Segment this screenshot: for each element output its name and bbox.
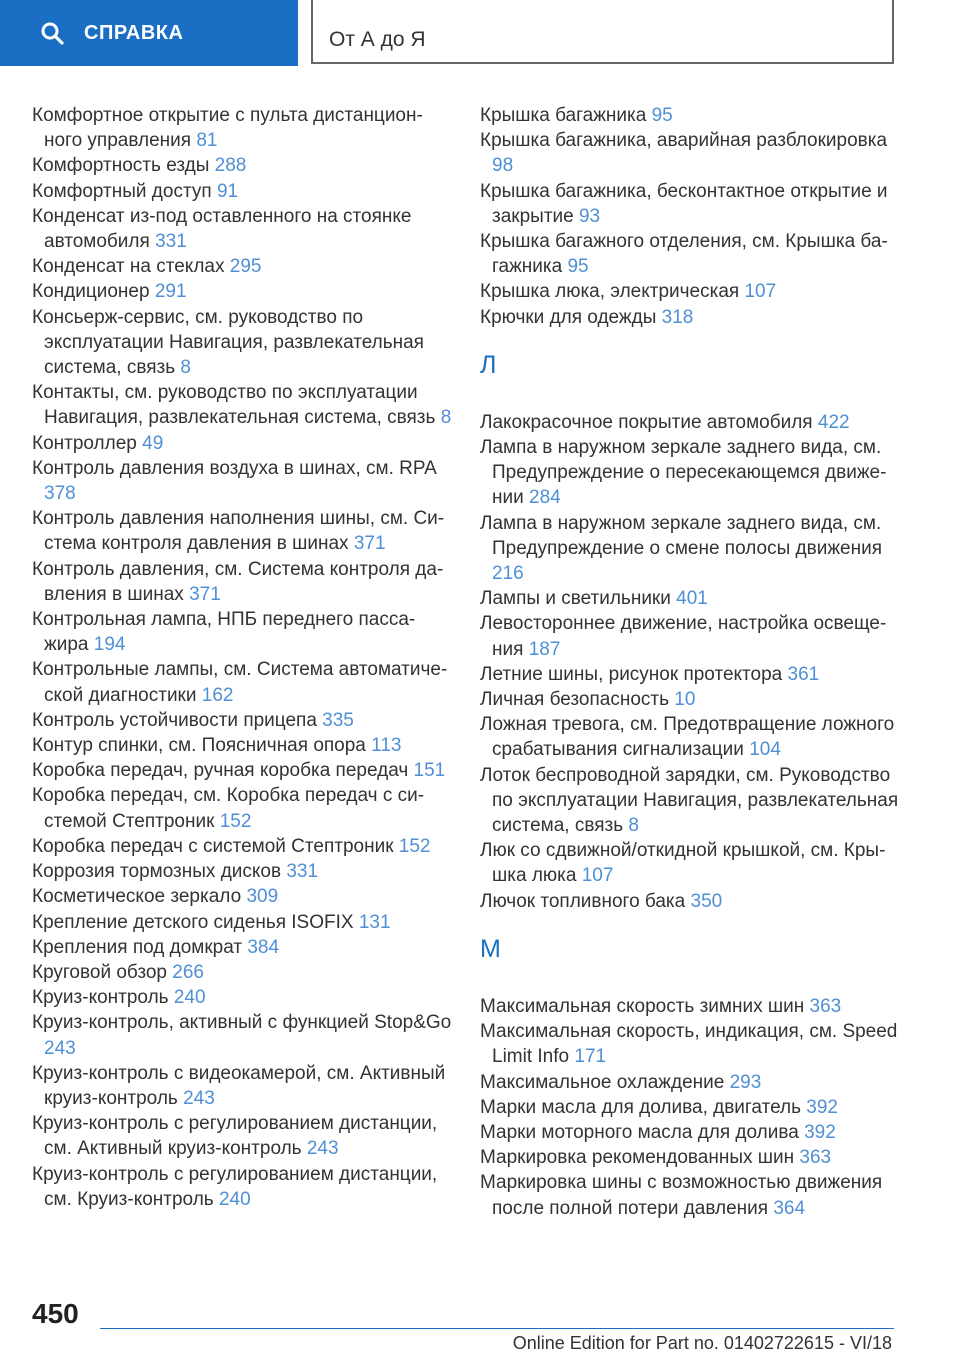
index-entry-text: Левостороннее движение, настройка освещения [480, 613, 887, 660]
index-entry-text: Коробка передач, ручная коробка передач [32, 760, 409, 782]
page-link[interactable]: 8 [180, 357, 191, 379]
page-link[interactable]: 309 [246, 886, 279, 908]
page-link[interactable]: 152 [219, 810, 252, 832]
page-link[interactable]: 363 [809, 995, 842, 1017]
index-entry [480, 305, 900, 330]
index-entry-text: Контроль давления, см. Система контроля давления в шинах [32, 558, 444, 605]
index-entry [480, 1070, 900, 1095]
tab-a-to-z-label: От А до Я [329, 28, 426, 51]
page-link[interactable]: 363 [799, 1147, 832, 1169]
tab-a-to-z[interactable] [311, 0, 894, 64]
page-link[interactable]: 240 [218, 1188, 251, 1210]
index-entry-text: Марки моторного масла для долива [480, 1121, 799, 1143]
index-entry [480, 763, 900, 839]
index-entry-text: Лампы и светильники [480, 588, 671, 610]
page-link[interactable]: 95 [651, 105, 673, 126]
index-entry [32, 733, 452, 758]
page-link[interactable]: 350 [690, 890, 723, 912]
index-entry-text: Крышка люка, электрическая [480, 281, 740, 303]
index-entry [480, 103, 900, 128]
page-link[interactable]: 331 [286, 861, 319, 883]
index-entry-text: Ложная тревога, см. Предотвращение ложного срабатывания сигнализации [480, 714, 895, 761]
index-entry [32, 935, 452, 960]
index-entry-text: Коробка передач с системой Стептроник [32, 835, 394, 857]
index-entry [480, 511, 900, 587]
index-entry [32, 1061, 452, 1111]
page-link[interactable]: 8 [628, 815, 639, 837]
page-link[interactable]: 291 [154, 281, 187, 303]
index-entry [480, 712, 900, 762]
index-entry [32, 1162, 452, 1212]
page-link[interactable]: 162 [201, 684, 234, 706]
page-link[interactable]: 113 [371, 735, 402, 757]
page-link[interactable]: 371 [353, 533, 386, 555]
index-entry [32, 254, 452, 279]
index-entry-text: Маркировка рекомендованных шин [480, 1147, 795, 1169]
index-entry-text: Крышка багажника, аварийная разблокировка [480, 130, 888, 152]
index-entry [32, 305, 452, 381]
index-entry [32, 884, 452, 909]
index-entry-text: Крышка багажника, бесконтактное открытие и закрытие [480, 180, 888, 227]
index-entry [480, 1145, 900, 1170]
index-entry [32, 179, 452, 204]
index-entry [32, 657, 452, 707]
index-entry-text: Контроллер [32, 432, 137, 454]
index-entry-text: Комфортность езды [32, 155, 210, 177]
index-entry [32, 103, 452, 153]
index-entry-text: Лакокрасочное покрытие автомобиля [480, 411, 813, 433]
index-entry [480, 1120, 900, 1145]
index-group-l [480, 410, 900, 914]
page-link[interactable]: 293 [729, 1071, 762, 1093]
page-link[interactable]: 81 [196, 130, 218, 152]
page-link[interactable]: 266 [172, 961, 204, 983]
index-entry [32, 380, 452, 430]
page-link[interactable]: 284 [529, 487, 561, 509]
index-entry-text: Контрольные лампы, см. Система автоматической диагностики [32, 659, 448, 706]
index-entry-text: Контроль устойчивости прицепа [32, 709, 317, 731]
index-entry [480, 662, 900, 687]
index-entry-text: Крепление детского сиденья ISOFIX [32, 911, 354, 933]
page-link[interactable]: 93 [578, 205, 601, 227]
page-link[interactable]: 384 [247, 936, 280, 958]
index-entry-text: Лоток беспроводной зарядки, см. Руководство по эксплуатации Навигация, развлекательная система, связь [480, 764, 899, 837]
page-link[interactable]: 98 [492, 155, 514, 177]
index-entry-text: Консьерж-сервис, см. руководство по эксплуатации Навигация, развлекательная система, связь [32, 306, 424, 379]
index-entry [32, 910, 452, 935]
page-link[interactable]: 243 [44, 1037, 76, 1059]
index-entry-text: Максимальная скорость зимних шин [480, 995, 805, 1017]
page-number: 450 [32, 1298, 79, 1329]
index-entry-text: Косметическое зеркало [32, 886, 242, 908]
page-link[interactable]: 107 [581, 865, 614, 887]
index-entry-text: Круговой обзор [32, 961, 168, 983]
index-entry [32, 153, 452, 178]
page-link[interactable]: 392 [804, 1121, 836, 1143]
index-entry-text: Комфортный доступ [32, 180, 212, 202]
index-entry [32, 985, 452, 1010]
index-entry-text: Круиз-контроль с регулированием дистанции, см. Круиз-контроль [32, 1163, 438, 1210]
index-entry-text: Конденсат из-под оставленного на стоянке автомобиля [32, 205, 412, 253]
index-group-k-continued [480, 103, 900, 330]
page-link[interactable]: 107 [744, 281, 777, 303]
index-entry [32, 834, 452, 859]
index-entry [480, 435, 900, 511]
index-entry [32, 960, 452, 985]
index-entry-text: Лампа в наружном зеркале заднего вида, см. Предупреждение о пересекающемся движении [480, 437, 887, 509]
index-entry [32, 783, 452, 833]
index-entry [32, 758, 452, 783]
index-entry [480, 838, 900, 888]
index-entry-text: Конденсат на стеклах [32, 256, 225, 278]
index-entry [480, 229, 900, 279]
index-entry-text: Лампа в наружном зеркале заднего вида, см. Предупреждение о смене полосы движения [480, 512, 883, 559]
page-link[interactable]: 295 [229, 256, 262, 278]
index-entry-text: Круиз-контроль с регулированием дистанции, см. Активный круиз-контроль [32, 1113, 438, 1160]
page-link[interactable]: 378 [44, 483, 76, 505]
footer-edition: Online Edition for Part no. 01402722615 - VI/18 [512, 1333, 892, 1353]
header [0, 0, 960, 66]
index-entry-text: Люк со сдвижной/откидной крышкой, см. Крышка люка [480, 840, 886, 887]
index-entry [32, 1111, 452, 1161]
index-entry [32, 859, 452, 884]
index-entry [32, 506, 452, 556]
page-link[interactable]: 104 [749, 739, 781, 761]
page-link[interactable]: 318 [661, 306, 694, 328]
page-link[interactable]: 95 [567, 256, 589, 278]
index-entry [480, 586, 900, 611]
page-link[interactable]: 422 [817, 411, 850, 433]
tab-help[interactable] [0, 0, 298, 66]
page-link[interactable]: 151 [413, 760, 446, 782]
index-column-left [32, 103, 452, 1212]
page-link[interactable]: 371 [189, 583, 221, 605]
index-entry-text: Круиз-контроль, активный с функцией Stop&Go [32, 1012, 452, 1034]
index-entry-text: Контрольная лампа, НПБ переднего пассажира [32, 609, 416, 656]
page-link[interactable]: 152 [398, 835, 431, 857]
section-letter-m: М [480, 934, 501, 963]
index-group-m [480, 994, 900, 1221]
index-entry-text: Круиз-контроль с видеокамерой, см. Активный круиз-контроль [32, 1062, 446, 1109]
index-entry-text: Контакты, см. руководство по эксплуатации Навигация, развлекательная система, связь [32, 382, 436, 429]
index-entry [480, 611, 900, 661]
index-entry-text: Крючки для одежды [480, 306, 657, 328]
page-link[interactable]: 335 [322, 709, 354, 731]
page-link[interactable]: 131 [358, 911, 391, 933]
section-letter-l: Л [480, 350, 497, 379]
index-entry-text: Крышка багажного отделения, см. Крышка багажника [480, 231, 888, 278]
index-entry [480, 1095, 900, 1120]
index-entry-text: Крепления под домкрат [32, 936, 243, 958]
index-entry-text: Круиз-контроль [32, 987, 169, 1009]
page-link[interactable]: 171 [574, 1046, 607, 1068]
index-entry [480, 128, 900, 178]
index-entry [480, 994, 900, 1019]
index-entry-text: Максимальная скорость, индикация, см. Speed Limit Info [480, 1021, 898, 1068]
page-link[interactable]: 187 [528, 638, 561, 660]
index-entry [480, 889, 900, 914]
page-link[interactable]: 243 [183, 1087, 215, 1109]
page-link[interactable]: 240 [173, 987, 206, 1009]
index-entry [32, 204, 452, 254]
index-entry-text: Контроль давления наполнения шины, см. Система контроля давления в шинах [32, 508, 445, 555]
index-entry-text: Максимальное охлаждение [480, 1071, 725, 1093]
index-entry-text: Маркировка шины с возможностью движения после полной потери давления [480, 1172, 883, 1219]
index-entry-text: Летние шины, рисунок протектора [480, 663, 783, 685]
index-entry-text: Лючок топливного бака [480, 890, 686, 912]
index-entry [480, 1019, 900, 1069]
index-entry-text: Контроль давления воздуха в шинах, см. RPA [32, 457, 436, 479]
tab-help-label: СПРАВКА [84, 21, 184, 44]
index-entry [32, 1010, 452, 1060]
index-entry-text: Марки масла для долива, двигатель [480, 1096, 801, 1118]
page-link[interactable]: 243 [306, 1138, 339, 1160]
page-link[interactable]: 364 [773, 1197, 806, 1219]
index-entry-text: Коррозия тормозных дисков [32, 861, 282, 883]
page-link[interactable]: 361 [787, 663, 820, 685]
index-column-right [480, 103, 900, 1221]
index-entry-text: Кондиционер [32, 281, 150, 303]
index-entry [32, 431, 452, 456]
page-link[interactable]: 10 [674, 689, 696, 711]
index-entry-text: Комфортное открытие с пульта дистанционного управления [32, 105, 423, 152]
index-entry [32, 708, 452, 733]
index-entry-text: Крышка багажника [480, 105, 647, 126]
page-link[interactable]: 194 [93, 634, 126, 656]
index-entry [480, 279, 900, 304]
page-link[interactable]: 91 [216, 180, 239, 202]
index-entry [32, 557, 452, 607]
index-entry-text: Контур спинки, см. Поясничная опора [32, 735, 366, 757]
page-link[interactable]: 401 [676, 588, 708, 610]
index-entry [32, 279, 452, 304]
index-entry [32, 607, 452, 657]
index-entry-text: Личная безопасность [480, 689, 670, 711]
index-entry [480, 410, 900, 435]
index-entry-text: Коробка передач, см. Коробка передач с системой Стептроник [32, 785, 425, 832]
search-icon [40, 21, 64, 45]
page-link[interactable]: 216 [492, 563, 524, 585]
index-entry [32, 456, 452, 506]
index-entry [480, 687, 900, 712]
index-entry [480, 179, 900, 229]
page-link[interactable]: 392 [806, 1096, 838, 1118]
index-entry [480, 1170, 900, 1220]
page-link[interactable]: 288 [214, 155, 247, 177]
page-link[interactable]: 331 [155, 231, 187, 253]
page-link[interactable]: 8 [440, 407, 452, 429]
page-link[interactable]: 49 [142, 432, 164, 454]
footer-divider [100, 1328, 894, 1329]
